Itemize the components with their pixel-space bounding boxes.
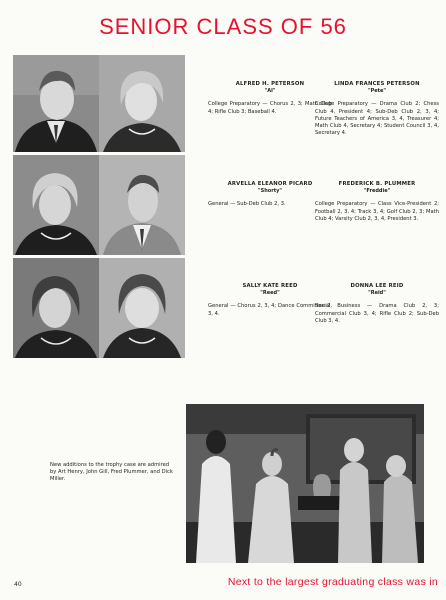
senior-name: FREDERICK B. PLUMMER <box>338 181 416 187</box>
portrait-photo-alfred-peterson <box>13 55 99 152</box>
portrait-photo-sally-reed <box>13 258 99 358</box>
senior-entry <box>208 181 332 209</box>
trophy-case-group-photo <box>186 404 424 563</box>
senior-name: SALLY KATE REED <box>242 283 298 289</box>
senior-nickname: "Reed" <box>260 290 280 297</box>
senior-nickname: "Freddie" <box>363 188 391 195</box>
footer-text: Next to the largest graduating class was in <box>227 576 438 588</box>
senior-activities: General — Chorus 2, 3, 4; Dance Committee 2, 3, 4. <box>208 303 332 317</box>
senior-entry <box>208 81 332 116</box>
page-number: 40 <box>14 581 22 588</box>
senior-nickname: "Al" <box>264 88 276 95</box>
page-title: SENIOR CLASS OF 56 <box>99 14 347 39</box>
senior-entry <box>315 283 439 325</box>
senior-activities: General — Sub-Deb Club 2, 3. <box>208 201 286 208</box>
portrait-photo-linda-peterson <box>99 55 185 152</box>
portrait-photo-donna-reid <box>99 258 185 358</box>
group-photo-caption: New additions to the trophy case are admired by Art Henry, John Gill, Fred Plummer, and Dick Miller. <box>50 462 173 483</box>
senior-entry <box>315 81 439 137</box>
senior-activities: Social Business — Drama Club 2, 3; Commercial Club 3, 4; Rifle Club 2; Sub-Deb Club 3, 4. <box>315 303 439 324</box>
senior-nickname: "Reid" <box>368 290 386 297</box>
senior-activities: College Preparatory — Drama Club 2; Chess Club 4, President 4; Sub-Deb Club 2, 3, 4; Future Teachers of America 3, 4, Treasurer 4; Math Club 4, Secretary 4; Student Council 3, 4, Secretary 4. <box>315 101 439 137</box>
senior-nickname: "Pete" <box>367 88 387 95</box>
senior-entry <box>208 283 332 318</box>
senior-entry <box>315 181 439 223</box>
senior-activities: College Preparatory — Chorus 2, 3; Math Club 4; Rifle Club 3; Baseball 4. <box>208 101 332 115</box>
senior-nickname: "Shorty" <box>258 188 282 195</box>
senior-name: ARVELLA ELEANOR PICARD <box>227 181 313 187</box>
portrait-photo-arvella-picard <box>13 155 99 255</box>
senior-name: LINDA FRANCES PETERSON <box>334 81 420 87</box>
senior-name: ALFRED H. PETERSON <box>235 81 305 87</box>
portrait-photo-frederick-plummer <box>99 155 185 255</box>
senior-name: DONNA LEE REID <box>350 283 404 289</box>
senior-activities: College Preparatory — Class Vice-President 2; Football 2, 3, 4; Track 3, 4; Golf Club 2, 3; Math Club 4; Varsity Club 2, 3, 4, President 3. <box>315 201 439 222</box>
